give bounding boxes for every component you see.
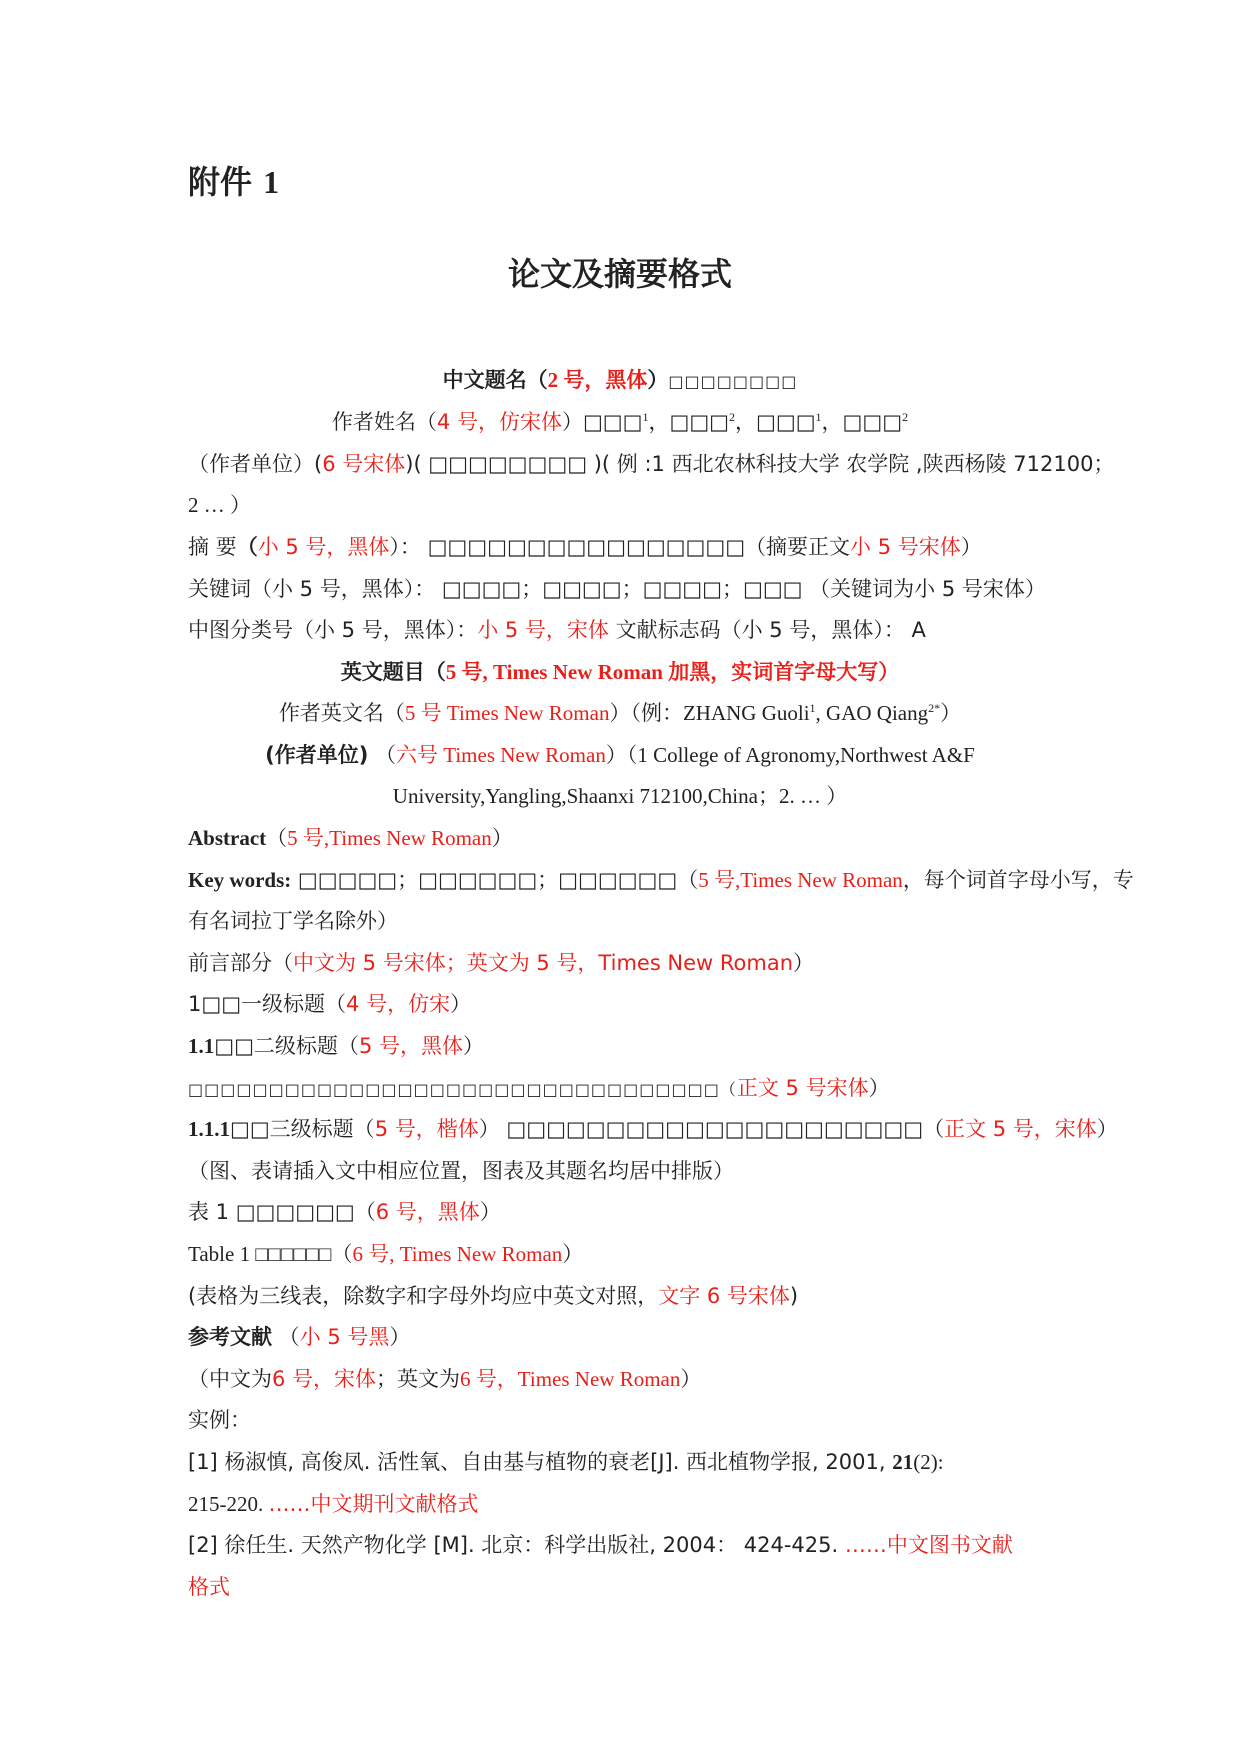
level1-heading-line: 1□□一级标题（4 号，仿宋） bbox=[188, 992, 472, 1016]
chinese-title-line: 中文题名（2 号，黑体）□□□□□□□□ bbox=[442, 368, 798, 392]
reference-item-1-continuation: 215-220. ……中文期刊文献格式 bbox=[188, 1492, 479, 1516]
references-format-line: （中文为6 号，宋体；英文为6 号，Times New Roman） bbox=[188, 1367, 702, 1391]
level2-heading-line: 1.1□□二级标题（5 号，黑体） bbox=[188, 1034, 484, 1058]
english-author-line: 作者英文名（5 号 Times New Roman）（例：ZHANG Guoli$^1$, GAO Qiang$^{2*}$） bbox=[278, 701, 962, 725]
body-text-line: □□□□□□□□□□□□□□□□□□□□□□□□□□□□□□□□□（正文 5 号宋体） bbox=[188, 1076, 890, 1100]
preface-line: 前言部分（中文为 5 号宋体；英文为 5 号，Times New Roman） bbox=[188, 951, 815, 975]
english-affiliation-line: (作者单位) （六号 Times New Roman）（1 College of Agronomy,Northwest A&F bbox=[265, 743, 975, 767]
figure-table-note: （图、表请插入文中相应位置，图表及其题名均居中排版） bbox=[188, 1159, 734, 1183]
english-abstract-line: Abstract（5 号,Times New Roman） bbox=[188, 826, 513, 850]
reference-item-2: [2] 徐任生. 天然产物化学 [M]. 北京：科学出版社, 2004： 424-425. ……中文图书文献 bbox=[188, 1533, 1013, 1557]
english-keywords-line: Key words: □□□□□；□□□□□□；□□□□□□（5 号,Times New Roman，每个词首字母小写，专 bbox=[188, 868, 1134, 892]
author-names-line: 作者姓名（4 号，仿宋体）□□□$^1$，□□□$^2$，□□□$^1$，□□□$^2$ bbox=[331, 410, 909, 434]
reference-item-2-continuation: 格式 bbox=[188, 1575, 230, 1599]
page-title: 论文及摘要格式 bbox=[507, 255, 732, 293]
english-affiliation-continuation: University,Yangling,Shaanxi 712100,China；2. … ） bbox=[392, 784, 848, 808]
annex-heading: 附件 1 bbox=[188, 163, 280, 201]
table-caption-cn: 表 1 □□□□□□（6 号，黑体） bbox=[188, 1200, 501, 1224]
table-caption-en: Table 1 □□□□□□（6 号, Times New Roman） bbox=[188, 1242, 584, 1266]
author-affiliation-line: （作者单位）(6 号宋体)( □□□□□□□□ )( 例 :1 西北农林科技大学 农学院 ,陕西杨陵 712100； bbox=[188, 452, 1115, 476]
references-heading: 参考文献 （小 5 号黑） bbox=[188, 1325, 411, 1349]
english-keywords-continuation: 有名词拉丁学名除外） bbox=[188, 909, 398, 933]
reference-item-1: [1] 杨淑慎, 高俊凤. 活性氧、自由基与植物的衰老[J]. 西北植物学报, 2001, 21(2): bbox=[188, 1450, 944, 1474]
table-format-note: (表格为三线表，除数字和字母外均应中英文对照，文字 6 号宋体) bbox=[188, 1284, 799, 1308]
english-title-line: 英文题目（5 号, Times New Roman 加黑，实词首字母大写） bbox=[340, 660, 900, 684]
classification-line: 中图分类号（小 5 号，黑体）：小 5 号，宋体 文献标志码（小 5 号，黑体）： A bbox=[188, 618, 926, 642]
examples-label: 实例： bbox=[188, 1408, 251, 1432]
level3-heading-line: 1.1.1□□三级标题（5 号，楷体） □□□□□□□□□□□□□□□□□□□□□（正文 5 号，宋体） bbox=[188, 1117, 1118, 1141]
keywords-line: 关键词（小 5 号，黑体）： □□□□；□□□□；□□□□；□□□ （关键词为小 5 号宋体） bbox=[188, 577, 1046, 601]
abstract-line: 摘 要（小 5 号，黑体）： □□□□□□□□□□□□□□□□（摘要正文小 5 号宋体） bbox=[188, 535, 982, 559]
affiliation-continuation: 2 … ） bbox=[188, 493, 251, 517]
